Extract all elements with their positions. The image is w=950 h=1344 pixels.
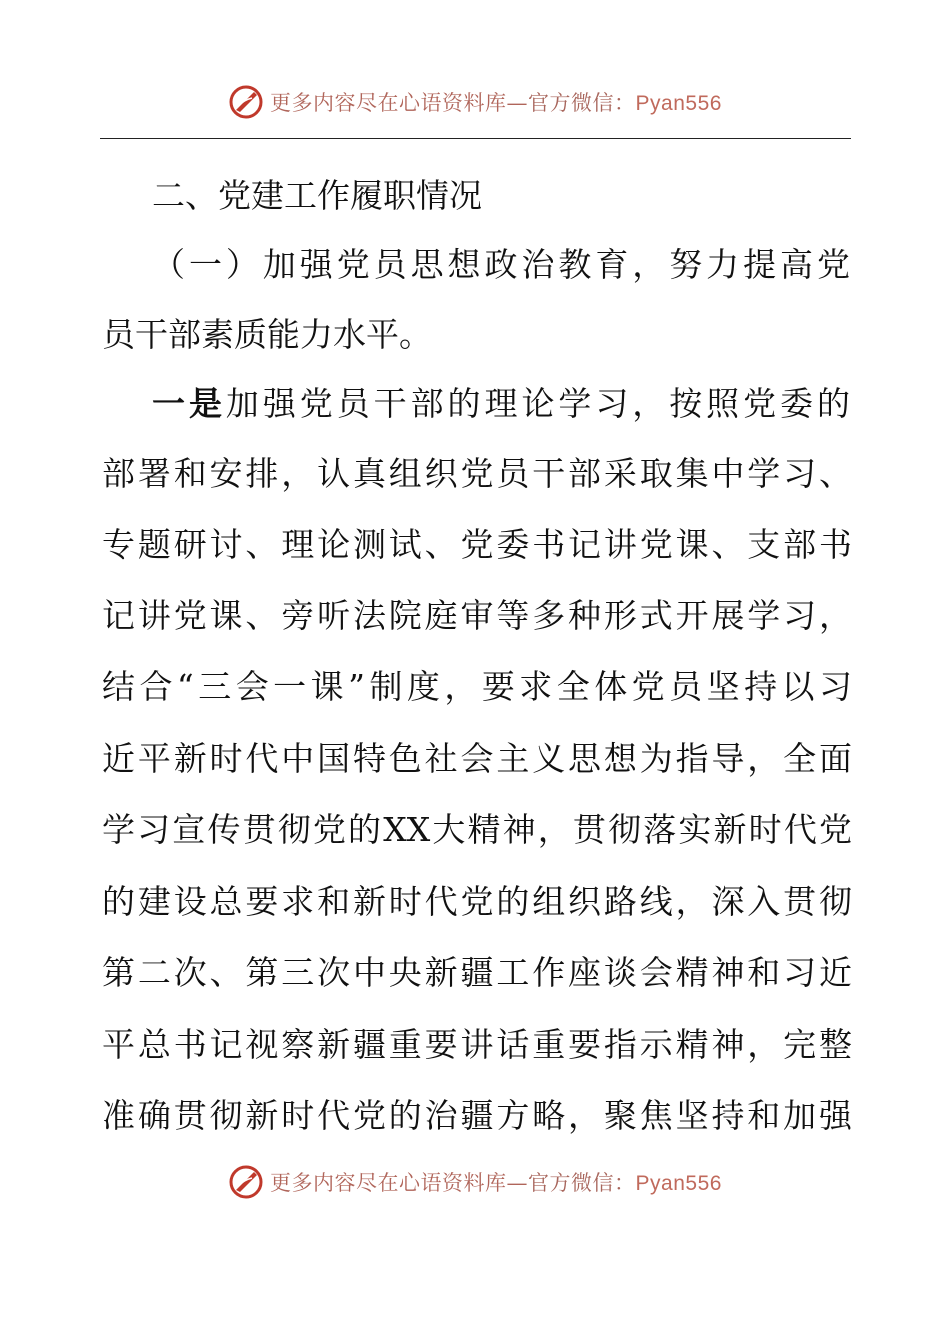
banner-wechat-id: Pyan556: [635, 1172, 722, 1195]
banner-site-text: 更多内容尽在心语资料库—: [270, 91, 529, 115]
paragraph-line: 的建设总要求和新时代党的组织路线，深入贯彻: [102, 882, 852, 921]
paragraph-line: 近平新时代中国特色社会主义思想为指导，全面: [102, 739, 852, 778]
header-watermark: [0, 80, 950, 124]
paragraph-line: 准确贯彻新时代党的治疆方略，聚焦坚持和加强: [102, 1096, 852, 1135]
paragraph-line-1-text: 加强党员干部的理论学习，按照党委的: [225, 384, 851, 423]
logo-icon: [228, 84, 264, 120]
banner-wechat-id: Pyan556: [635, 92, 722, 115]
paragraph-line: 学习宣传贯彻党的XX大精神，贯彻落实新时代党: [102, 810, 852, 849]
paragraph-line: 结合“三会一课”制度，要求全体党员坚持以习: [102, 667, 852, 706]
paragraph-line: 部署和安排，认真组织党员干部采取集中学习、: [102, 454, 852, 493]
subheading-line-1: （一）加强党员思想政治教育，努力提高党: [152, 245, 850, 284]
footer-watermark: [0, 1160, 950, 1204]
header-divider: [100, 138, 851, 139]
subheading-line-2: 员干部素质能力水平。: [102, 315, 432, 354]
banner-text: [270, 1167, 722, 1197]
banner-text: [270, 87, 722, 117]
paragraph-line: 专题研讨、理论测试、党委书记讲党课、支部书: [102, 525, 852, 564]
banner-site-text: 更多内容尽在心语资料库—: [270, 1171, 529, 1195]
paragraph-line: 第二次、第三次中央新疆工作座谈会精神和习近: [102, 953, 852, 992]
paragraph-line: 记讲党课、旁听法院庭审等多种形式开展学习，: [102, 596, 852, 635]
paragraph-line-1: [152, 384, 850, 424]
banner-wechat-label: 官方微信：: [528, 91, 636, 115]
paragraph-line: 平总书记视察新疆重要讲话重要指示精神，完整: [102, 1025, 852, 1064]
section-heading: 二、党建工作履职情况: [152, 176, 482, 215]
banner-wechat-label: 官方微信：: [528, 1171, 636, 1195]
paragraph-lead: 一是: [152, 384, 226, 423]
logo-icon: [228, 1164, 264, 1200]
